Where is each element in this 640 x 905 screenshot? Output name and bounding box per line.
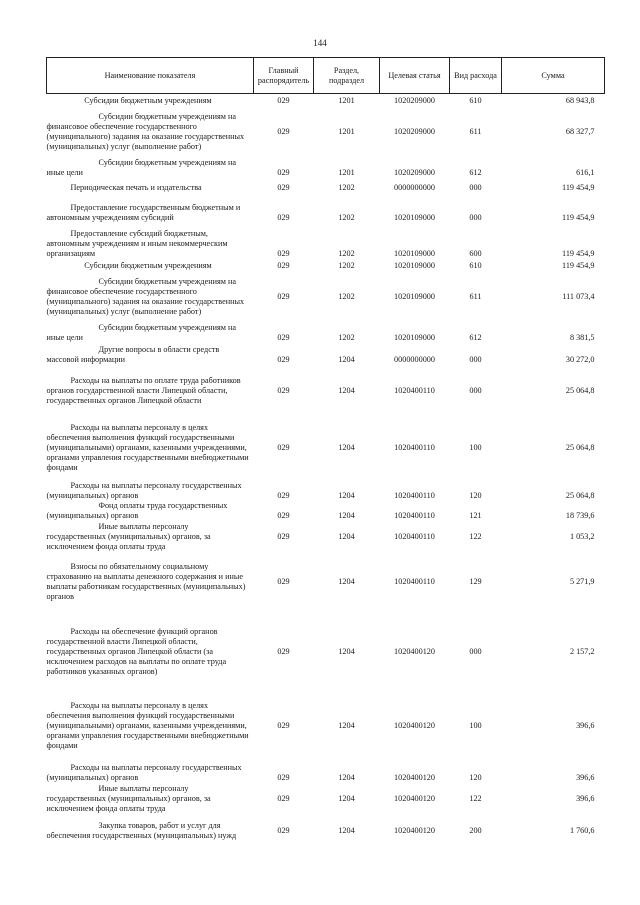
row-type: 000	[469, 212, 482, 222]
row-sum: 25 064,8	[565, 385, 595, 395]
row-manager: 029	[277, 167, 290, 177]
row-sum: 68 943,8	[565, 95, 595, 105]
row-type: 611	[469, 126, 482, 136]
row-target: 1020209000	[394, 126, 435, 136]
row-type: 100	[469, 442, 482, 452]
row-section: 1204	[338, 354, 355, 364]
row-manager: 029	[277, 95, 290, 105]
row-name	[47, 479, 254, 501]
table-row	[47, 815, 605, 847]
row-name-text: Предоставление субсидий бюджетным, автономным учреждениям и иным некоммерческим организациям	[46, 228, 228, 258]
row-type: 000	[469, 182, 482, 192]
table-body	[47, 94, 605, 847]
row-type: 000	[469, 385, 482, 395]
row-name-text: Иные выплаты персоналу государственных (муниципальных) органов, за исключением фонда оплаты труда	[46, 783, 211, 813]
row-name	[47, 815, 254, 847]
row-type: 611	[469, 291, 482, 301]
row-sum: 119 454,9	[562, 248, 595, 258]
row-manager: 029	[277, 126, 290, 136]
row-target: 1020400110	[394, 510, 435, 520]
row-type: 129	[469, 576, 482, 586]
row-section: 1202	[338, 248, 355, 258]
header-name: Наименование показателя	[47, 58, 254, 94]
row-section: 1202	[338, 182, 355, 192]
row-name	[47, 783, 254, 815]
row-sum: 25 064,8	[565, 490, 595, 500]
table-row	[47, 693, 605, 759]
row-name-text: Иные выплаты персоналу государственных (муниципальных) органов, за исключением фонда оплаты труда	[46, 521, 211, 551]
row-manager: 029	[277, 646, 290, 656]
row-sum: 25 064,8	[565, 442, 595, 452]
row-section: 1202	[338, 291, 355, 301]
row-manager: 029	[277, 260, 290, 270]
row-sum: 1 760,6	[569, 825, 595, 835]
table-row	[47, 343, 605, 365]
table-row	[47, 501, 605, 521]
row-type: 610	[469, 260, 482, 270]
table-row	[47, 323, 605, 343]
row-name	[47, 223, 254, 259]
row-target: 1020400120	[394, 720, 435, 730]
row-name-text: Субсидии бюджетным учреждениям	[84, 95, 212, 105]
table-row	[47, 783, 605, 815]
row-name-text: Расходы на выплаты персоналу в целях обеспечения выполнения функций государственными (муниципальными) органами, казенными учреждениями, органами управления государственными внебюджетными фондами	[46, 700, 249, 750]
row-sum: 616,1	[576, 167, 595, 177]
row-name	[47, 94, 254, 106]
row-type: 612	[469, 167, 482, 177]
row-name	[47, 759, 254, 783]
row-manager: 029	[277, 442, 290, 452]
row-sum: 396,6	[576, 793, 595, 803]
table-row	[47, 94, 605, 106]
row-name	[47, 323, 254, 343]
row-name-text: Фонд оплаты труда государственных (муниципальных) органов	[46, 500, 228, 520]
row-name	[47, 501, 254, 521]
row-name	[47, 259, 254, 271]
row-type: 610	[469, 95, 482, 105]
row-name-text: Расходы на обеспечение функций органов государственной власти Липецкой области, государственных органов Липецкой области (за исключением расходов на выплаты по оплате труда работников указанных органов)	[46, 626, 227, 676]
row-name-text: Закупка товаров, работ и услуг для обеспечения государственных (муниципальных) нужд	[46, 820, 237, 840]
row-section: 1204	[338, 793, 355, 803]
table-row	[47, 259, 605, 271]
table-row	[47, 553, 605, 611]
row-section: 1204	[338, 442, 355, 452]
row-target: 1020400120	[394, 825, 435, 835]
row-name-text: Периодическая печать и издательства	[70, 182, 202, 192]
row-name	[47, 343, 254, 365]
row-target: 1020109000	[394, 291, 435, 301]
row-section: 1204	[338, 510, 355, 520]
row-sum: 1 053,2	[569, 531, 595, 541]
header-section: Раздел, подраздел	[314, 58, 380, 94]
row-name	[47, 193, 254, 223]
row-section: 1202	[338, 212, 355, 222]
row-section: 1204	[338, 576, 355, 586]
row-section: 1201	[338, 167, 355, 177]
row-target: 1020400120	[394, 772, 435, 782]
row-manager: 029	[277, 490, 290, 500]
row-type: 121	[469, 510, 482, 520]
table-header-row	[47, 58, 605, 94]
row-section: 1202	[338, 260, 355, 270]
row-section: 1202	[338, 332, 355, 342]
row-name	[47, 106, 254, 158]
row-type: 100	[469, 720, 482, 730]
header-target: Целевая статья	[380, 58, 450, 94]
row-type: 120	[469, 490, 482, 500]
row-section: 1204	[338, 385, 355, 395]
row-name	[47, 417, 254, 479]
row-target: 1020400120	[394, 793, 435, 803]
row-name-text: Субсидии бюджетным учреждениям на иные цели	[46, 157, 236, 177]
row-sum: 5 271,9	[569, 576, 595, 586]
row-sum: 119 454,9	[562, 260, 595, 270]
row-section: 1204	[338, 825, 355, 835]
row-section: 1204	[338, 646, 355, 656]
row-type: 200	[469, 825, 482, 835]
row-manager: 029	[277, 332, 290, 342]
row-sum: 119 454,9	[562, 182, 595, 192]
row-type: 000	[469, 646, 482, 656]
row-section: 1204	[338, 531, 355, 541]
row-target: 1020400110	[394, 442, 435, 452]
row-target: 1020209000	[394, 167, 435, 177]
row-manager: 029	[277, 385, 290, 395]
row-target: 0000000000	[394, 354, 435, 364]
row-name-text: Субсидии бюджетным учреждениям на иные цели	[46, 322, 236, 342]
table-row	[47, 106, 605, 158]
row-sum: 119 454,9	[562, 212, 595, 222]
table-row	[47, 365, 605, 417]
row-name	[47, 178, 254, 193]
row-sum: 396,6	[576, 720, 595, 730]
row-name-text: Расходы на выплаты персоналу государственных (муниципальных) органов	[46, 762, 242, 782]
row-manager: 029	[277, 772, 290, 782]
row-name	[47, 158, 254, 178]
table-row	[47, 223, 605, 259]
row-sum: 2 157,2	[569, 646, 595, 656]
table-row	[47, 271, 605, 323]
table-row	[47, 521, 605, 553]
row-target: 1020109000	[394, 332, 435, 342]
row-section: 1201	[338, 126, 355, 136]
row-type: 000	[469, 354, 482, 364]
row-target: 1020400110	[394, 576, 435, 586]
row-name-text: Субсидии бюджетным учреждениям на финансовое обеспечение государственного (муниципального) задания на оказание государственных (муниципальных) услуг (выполнение работ)	[46, 111, 245, 151]
row-sum: 68 327,7	[565, 126, 595, 136]
row-manager: 029	[277, 182, 290, 192]
table-row	[47, 158, 605, 178]
row-name-text: Субсидии бюджетным учреждениям на финансовое обеспечение государственного (муниципального) задания на оказание государственных (муниципальных) услуг (выполнение работ)	[46, 276, 245, 316]
header-type: Вид расхода	[450, 58, 502, 94]
row-type: 122	[469, 793, 482, 803]
row-sum: 396,6	[576, 772, 595, 782]
row-manager: 029	[277, 720, 290, 730]
row-type: 600	[469, 248, 482, 258]
row-sum: 18 739,6	[565, 510, 595, 520]
row-name-text: Субсидии бюджетным учреждениям	[84, 260, 212, 270]
row-manager: 029	[277, 354, 290, 364]
row-target: 1020400110	[394, 385, 435, 395]
row-name-text: Предоставление государственным бюджетным и автономным учреждениям субсидий	[46, 202, 241, 222]
row-manager: 029	[277, 531, 290, 541]
row-name	[47, 521, 254, 553]
row-name-text: Взносы по обязательному социальному страхованию на выплаты денежного содержания и иные выплаты работникам государственных (муниципальных) органов	[46, 561, 246, 601]
row-target: 1020109000	[394, 212, 435, 222]
row-type: 612	[469, 332, 482, 342]
header-sum: Сумма	[502, 58, 605, 94]
row-target: 1020209000	[394, 95, 435, 105]
row-manager: 029	[277, 248, 290, 258]
table-row	[47, 479, 605, 501]
row-section: 1204	[338, 720, 355, 730]
table-row	[47, 193, 605, 223]
row-target: 0000000000	[394, 182, 435, 192]
row-manager: 029	[277, 291, 290, 301]
row-name	[47, 611, 254, 693]
row-name	[47, 365, 254, 417]
row-manager: 029	[277, 825, 290, 835]
row-sum: 8 381,5	[569, 332, 595, 342]
row-section: 1204	[338, 490, 355, 500]
row-target: 1020109000	[394, 248, 435, 258]
table-row	[47, 611, 605, 693]
budget-table	[46, 57, 605, 847]
row-sum: 30 272,0	[565, 354, 595, 364]
row-manager: 029	[277, 510, 290, 520]
table-row	[47, 417, 605, 479]
row-type: 120	[469, 772, 482, 782]
row-name	[47, 271, 254, 323]
row-name	[47, 693, 254, 759]
row-name	[47, 553, 254, 611]
row-name-text: Расходы на выплаты персоналу в целях обеспечения выполнения функций государственными (муниципальными) органами, казенными учреждениями, органами управления государственными внебюджетными фондами	[46, 422, 249, 472]
row-manager: 029	[277, 576, 290, 586]
row-name-text: Другие вопросы в области средств массовой информации	[46, 344, 220, 364]
row-section: 1204	[338, 772, 355, 782]
row-sum: 111 073,4	[562, 291, 595, 301]
row-target: 1020400110	[394, 490, 435, 500]
table-row	[47, 178, 605, 193]
row-name-text: Расходы на выплаты по оплате труда работников органов государственной власти Липецкой области, государственных органов Липецкой области	[46, 375, 241, 405]
row-name-text: Расходы на выплаты персоналу государственных (муниципальных) органов	[46, 480, 242, 500]
row-manager: 029	[277, 793, 290, 803]
table-row	[47, 759, 605, 783]
row-target: 1020109000	[394, 260, 435, 270]
row-type: 122	[469, 531, 482, 541]
row-section: 1201	[338, 95, 355, 105]
page-number: 144	[313, 38, 327, 48]
row-manager: 029	[277, 212, 290, 222]
header-manager: Главный распорядитель	[254, 58, 314, 94]
row-target: 1020400110	[394, 531, 435, 541]
row-target: 1020400120	[394, 646, 435, 656]
